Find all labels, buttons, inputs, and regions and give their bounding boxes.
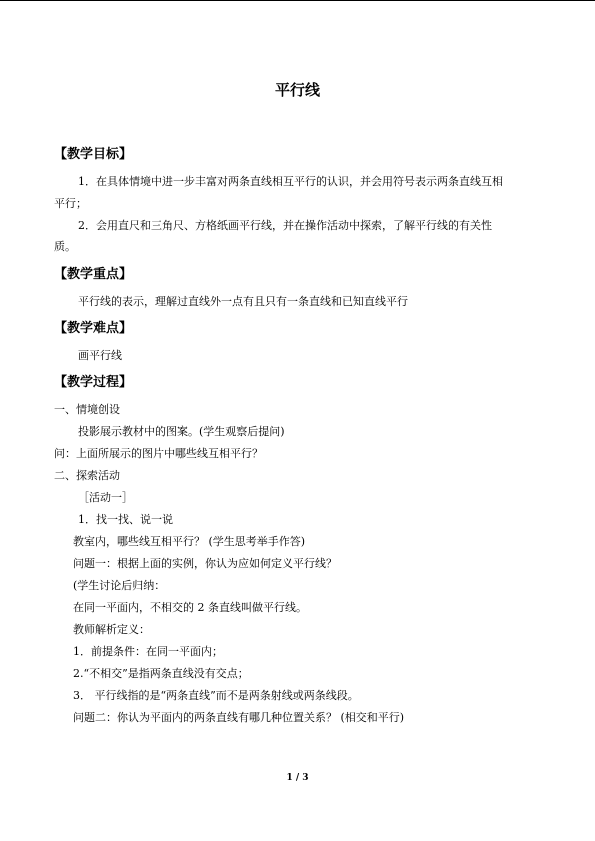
section-heading-process: 【教学过程】 (54, 375, 133, 390)
page-number: 1 / 3 (286, 773, 309, 783)
page-title: 平行线 (274, 81, 320, 99)
process-line: ［活动一］ (78, 491, 133, 504)
process-line: 二、探索活动 (54, 469, 120, 482)
header-rule (0, 0, 595, 1)
key-points-text: 平行线的表示，理解过直线外一点有且只有一条直线和已知直线平行 (78, 295, 408, 308)
process-line: 在同一平面内，不相交的 2 条直线叫做平行线。 (73, 601, 307, 614)
process-line: 问：上面所展示的图片中哪些线互相平行？ (54, 447, 263, 460)
section-heading-difficulties: 【教学难点】 (54, 321, 133, 336)
difficulties-text: 画平行线 (78, 349, 122, 362)
process-line: 投影展示教材中的图案。(学生观察后提问) (78, 425, 285, 438)
section-heading-goals: 【教学目标】 (54, 147, 133, 162)
process-line: 问题二：你认为平面内的两条直线有哪几种位置关系？ (相交和平行) (73, 711, 405, 724)
goal-1-line-2: 平行； (54, 197, 87, 210)
process-line: 问题一：根据上面的实例，你认为应如何定义平行线？ (73, 557, 337, 570)
process-line: 3． 平行线指的是“两条直线”而不是两条射线或两条线段。 (73, 689, 359, 702)
section-heading-key-points: 【教学重点】 (54, 267, 133, 282)
process-line: 2.“不相交”是指两条直线没有交点； (73, 667, 249, 680)
process-line: 教室内，哪些线互相平行？ (学生思考举手作答) (73, 535, 306, 548)
process-line: 1．找一找、说一说 (78, 513, 173, 526)
process-line: 1．前提条件：在同一平面内； (73, 645, 223, 658)
process-line: 教师解析定义： (73, 623, 150, 636)
goal-2-line-1: 2．会用直尺和三角尺、方格纸画平行线，并在操作活动中探索，了解平行线的有关性 (78, 219, 492, 232)
goal-2-line-2: 质。 (54, 240, 76, 253)
process-line: (学生讨论后归纳： (73, 579, 166, 592)
process-line: 一、情境创设 (54, 403, 120, 416)
goal-1-line-1: 1．在具体情境中进一步丰富对两条直线相互平行的认识，并会用符号表示两条直线互相 (78, 175, 503, 188)
